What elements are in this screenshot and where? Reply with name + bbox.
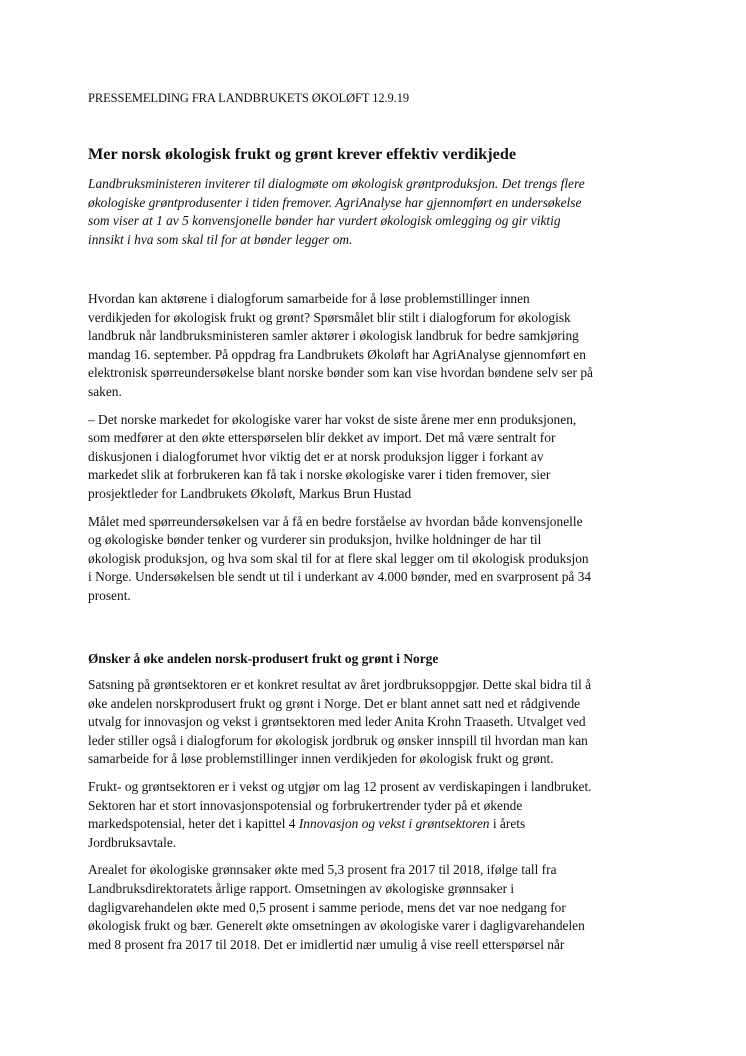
text-line: prosjektleder for Landbrukets Økoløft, Markus Brun Hustad bbox=[88, 485, 412, 501]
text-line: som medfører at den økte etterspørselen blir dekket av import. Det må være sentralt for bbox=[88, 430, 556, 446]
text-line: – Det norske markedet for økologiske varer har vokst de siste årene mer enn produksjonen, bbox=[88, 411, 577, 427]
body-paragraph bbox=[88, 861, 688, 954]
text-line: Satsning på grøntsektoren er et konkret resultat av året jordbruksoppgjør. Dette skal bidra til å bbox=[88, 677, 592, 692]
text-line: Jordbruksavtale. bbox=[88, 834, 177, 850]
body-section-1 bbox=[88, 290, 688, 615]
lead-line: Landbruksministeren inviterer til dialogmøte om økologisk grøntproduksjon. Det trengs flere bbox=[88, 176, 585, 191]
text-line: diskusjonen i dialogforumet hvor viktig det er at norsk produksjon ligger i forkant av bbox=[88, 448, 544, 464]
body-paragraph bbox=[88, 676, 688, 769]
lead-paragraph bbox=[88, 175, 688, 249]
italic-report-title: Innovasjon og vekst i grøntsektoren bbox=[298, 816, 490, 832]
press-release-header: PRESSEMELDING FRA LANDBRUKETS ØKOLØFT 12.9.19 bbox=[88, 91, 409, 105]
text-segment: markedspotensial, heter det i kapittel 4 bbox=[88, 816, 299, 832]
body-paragraph bbox=[88, 778, 688, 852]
text-line: landbruk når landbruksministeren samler aktører i økologisk landbruk for bedre samkjøring bbox=[88, 328, 579, 344]
article-title: Mer norsk økologisk frukt og grønt krever effektiv verdikjede bbox=[88, 145, 517, 163]
text-line: Hvordan kan aktørene i dialogforum samarbeide for å løse problemstillinger innen bbox=[88, 291, 530, 306]
text-line: Sektoren har et stort innovasjonspotensial og forbrukertrender tyder på et økende bbox=[88, 797, 523, 813]
quote-paragraph bbox=[88, 411, 688, 504]
text-line: leder stiller også i dialogforum for økologisk jordbruk og ønsker innspill til hvordan man kan bbox=[88, 732, 588, 748]
lead-line: som viser at 1 av 5 konvensjonelle bønder har vurdert økologisk omlegging og gir viktig bbox=[88, 213, 561, 229]
text-line: med 8 prosent fra 2017 til 2018. Det er imidlertid nær umulig å vise reell etterspørsel når bbox=[88, 936, 565, 952]
text-line bbox=[88, 815, 688, 834]
text-line: økologisk frukt og bær. Generelt økte omsetningen av økologiske varer i dagligvarehandelen bbox=[88, 918, 585, 934]
body-section-2 bbox=[88, 676, 688, 963]
text-line: markedet slik at forbrukeren kan få tak i norske økologiske varer i tiden fremover, sier bbox=[88, 467, 551, 483]
text-line: Frukt- og grøntsektoren er i vekst og utgjør om lag 12 prosent av verdiskapingen i landbruket. bbox=[88, 778, 592, 794]
text-line: Landbruksdirektoratets årlige rapport. Omsetningen av økologiske grønnsaker i bbox=[88, 880, 515, 896]
text-segment: i årets bbox=[489, 816, 526, 832]
text-line: og økologiske bønder tenker og vurderer sin produksjon, hvilke holdninger de har til bbox=[88, 532, 542, 548]
lead-line: innsikt i hva som skal til for at bønder legger om. bbox=[88, 231, 353, 247]
text-line: elektronisk spørreundersøkelse blant norske bønder som kan vise hvordan bøndene selv ser på bbox=[88, 365, 593, 381]
text-line: verdikjeden for økologisk frukt og grønt? Spørsmålet blir stilt i dialogforum for økologisk bbox=[88, 309, 571, 325]
text-line: Målet med spørreundersøkelsen var å få en bedre forståelse av hvordan både konvensjonelle bbox=[88, 513, 583, 529]
text-line: øke andelen norskprodusert frukt og grønt i Norge. Det er blant annet satt ned et rådgivende bbox=[88, 695, 581, 711]
text-line: dagligvarehandelen økte med 0,5 prosent i samme periode, mens det var noe nedgang for bbox=[88, 899, 566, 915]
text-line: økologisk produksjon, og hva som skal til for at flere skal legger om til økologisk produksjon bbox=[88, 550, 589, 566]
lead-line: økologiske grøntprodusenter i tiden fremover. AgriAnalyse har gjennomført en undersøkelse bbox=[88, 194, 582, 210]
text-line: utvalg for innovasjon og vekst i grøntsektoren med leder Anita Krohn Traaseth. Utvalget ved bbox=[88, 714, 586, 730]
text-line: i Norge. Undersøkelsen ble sendt ut til i underkant av 4.000 bønder, med en svarprosent på 34 bbox=[88, 569, 592, 585]
text-line: saken. bbox=[88, 383, 122, 399]
body-paragraph bbox=[88, 513, 688, 606]
text-line: prosent. bbox=[88, 587, 131, 603]
section-subheading: Ønsker å øke andelen norsk-produsert frukt og grønt i Norge bbox=[88, 651, 439, 666]
text-line: mandag 16. september. På oppdrag fra Landbrukets Økoløft har AgriAnalyse gjennomført en bbox=[88, 346, 586, 362]
text-line: samarbeide for å løse problemstillinger innen verdikjeden for økologisk frukt og grønt. bbox=[88, 751, 554, 767]
text-line: Arealet for økologiske grønnsaker økte med 5,3 prosent fra 2017 til 2018, ifølge tall fra bbox=[88, 862, 557, 878]
body-paragraph bbox=[88, 290, 688, 402]
